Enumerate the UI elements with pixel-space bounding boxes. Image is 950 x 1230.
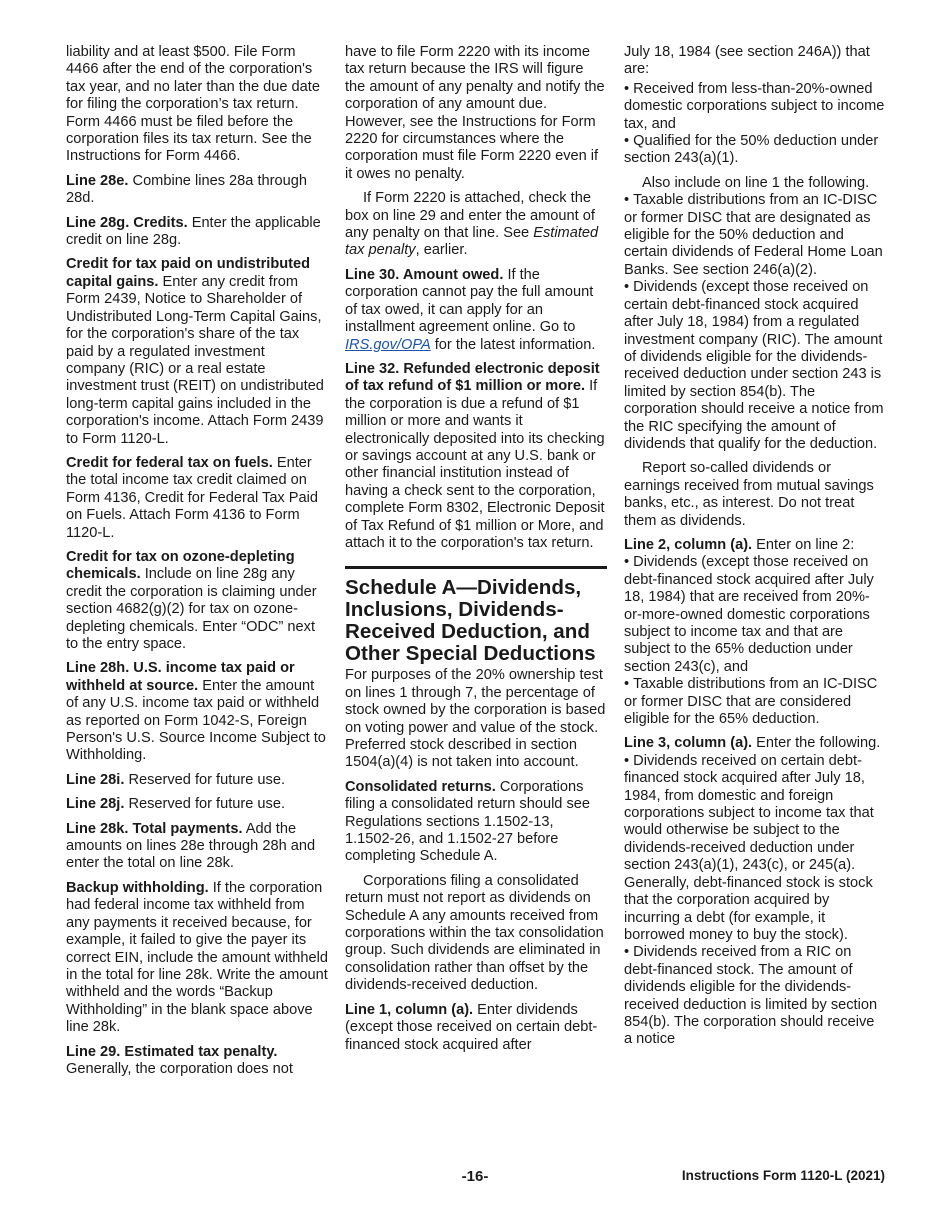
page-number: -16- bbox=[461, 1168, 489, 1185]
line-28j bbox=[66, 796, 328, 813]
line-3-column-a bbox=[624, 735, 886, 752]
body-text: Enter on line 2: bbox=[752, 536, 855, 553]
bullet-item: • Dividends received on certain debt-financed stock acquired after July 18, 1984, from domestic and foreign corporations subject to income tax that would otherwise be subject to the dividends-received deduction under section 243(a)(1), 243(c), or 245(a). Generally, debt-financed stock is stock that the corporation acquired by incurring a debt (for example, it borrowed money to buy the stock). bbox=[624, 753, 886, 944]
section-title: Schedule A—Dividends, Inclusions, Dividends-Received Deduction, and Other Special Deductions bbox=[345, 576, 596, 666]
bullet-item: • Qualified for the 50% deduction under section 243(a)(1). bbox=[624, 133, 886, 168]
line-29 bbox=[66, 1044, 328, 1079]
heading: Credit for tax paid on undistributed capital gains. bbox=[66, 256, 311, 290]
paragraph: have to file Form 2220 with its income tax return because the IRS will figure the amount of any penalty and notify the corporation of any amount due. However, see the Instructions for Form 2220 for circumstances where the corporation must file Form 2220 even if it owes no penalty. bbox=[345, 44, 605, 182]
paragraph: Report so-called dividends or earnings received from mutual savings banks, etc., as interest. Do not treat them as dividends. bbox=[624, 460, 874, 529]
bullet-item: • Dividends (except those received on debt-financed stock acquired after July 18, 1984) that are received from 20%-or-more-owned domestic corporations subject to income tax and that are subject to the 65% deduction under section 243(c), and bbox=[624, 554, 886, 676]
line-30 bbox=[345, 267, 607, 354]
heading: Line 28h. U.S. income tax paid or withheld at source. bbox=[66, 660, 295, 694]
body-text: If Form 2220 is attached, check the box on line 29 and enter the amount of any penalty on that line. See bbox=[345, 190, 595, 242]
bullet-item: • Dividends (except those received on certain debt-financed stock acquired after July 18, 1984) from a regulated investment company (RIC). The amount of dividends eligible for the dividends-received deduction under section 243 is limited by section 854(b). The corporation should receive a notice from the RIC specifying the amount of dividends that qualify for the deduction. bbox=[624, 279, 886, 453]
paragraph: liability and at least $500. File Form 4466 after the end of the corporation's tax year, and no later than the due date for filing the corporation’s tax return. Form 4466 must be filed before the corporation files its tax return. See the Instructions for Form 4466. bbox=[66, 44, 320, 165]
line-28i bbox=[66, 772, 328, 789]
body-text: Enter the total income tax credit claimed on Form 4136, Credit for Federal Tax Paid on Fuels. Attach Form 4136 to Form 1120-L. bbox=[66, 454, 318, 541]
footer-form-title: Instructions Form 1120-L (2021) bbox=[681, 1168, 885, 1183]
column-2 bbox=[345, 44, 607, 1061]
line-28e bbox=[66, 173, 328, 208]
body-text: Enter dividends (except those received on certain debt-financed stock acquired after bbox=[345, 1001, 598, 1053]
credit-undistributed-gains bbox=[66, 256, 328, 447]
paragraph-form-2220 bbox=[345, 190, 607, 260]
heading: Line 2, column (a). bbox=[624, 536, 753, 553]
heading: Line 28j. bbox=[66, 796, 125, 813]
body-text: Reserved for future use. bbox=[124, 796, 286, 813]
credit-ozone bbox=[66, 549, 328, 653]
heading: Consolidated returns. bbox=[345, 778, 496, 795]
heading: Line 29. Estimated tax penalty. bbox=[66, 1043, 278, 1060]
body-text: Enter the applicable credit on line 28g. bbox=[66, 214, 321, 249]
paragraph: July 18, 1984 (see section 246A)) that are: bbox=[624, 44, 870, 78]
line-28h bbox=[66, 660, 328, 764]
heading: Credit for federal tax on fuels. bbox=[66, 454, 273, 471]
bullet-item: • Taxable distributions from an IC-DISC or former DISC that are designated as eligible for the 50% deduction and certain dividends of Federal Home Loan Banks. See section 246(a)(2). bbox=[624, 192, 886, 279]
heading: Line 30. Amount owed. bbox=[345, 266, 504, 283]
heading: Line 32. Refunded electronic deposit of tax refund of $1 million or more. bbox=[345, 360, 600, 395]
heading: Line 28k. Total payments. bbox=[66, 820, 243, 837]
line-2-column-a bbox=[624, 537, 886, 554]
body-text: Combine lines 28a through 28d. bbox=[66, 172, 307, 207]
bullet-item: • Received from less-than-20%-owned domestic corporations subject to income tax, and bbox=[624, 81, 886, 133]
body-text: If the corporation is due a refund of $1 million or more and wants it electronically deposited into its checking or savings account at any U.S. bank or other financial institution instead of having a check sent to the corporation, complete Form 8302, Electronic Deposit of Tax Refund of $1 million or More, and attach it to the corporation's tax return. bbox=[345, 378, 605, 551]
body-text: Corporations filing a consolidated return should see Regulations sections 1.1502-13, 1.1502-26, and 1.1502-27 before completing Schedule A. bbox=[345, 778, 591, 865]
irs-opa-link[interactable]: IRS.gov/OPA bbox=[345, 336, 431, 353]
bullet-item: • Taxable distributions from an IC-DISC or former DISC that are considered eligible for the 65% deduction. bbox=[624, 676, 886, 728]
body-text: Enter the amount of any U.S. income tax paid or withheld as reported on Form 1042-S, Foreign Person's U.S. Source Income Subject to Withholding. bbox=[66, 677, 326, 764]
line-32 bbox=[345, 361, 607, 552]
line-1-column-a bbox=[345, 1002, 607, 1054]
paragraph: Corporations filing a consolidated return must not report as dividends on Schedule A any amounts received from corporations within the tax consolidation group. Such dividends are eliminated in consolidation rather than offset by the dividends-received deduction. bbox=[345, 872, 604, 994]
body-text: Enter any credit from Form 2439, Notice to Shareholder of Undistributed Long-Term Capital Gains, for the corporation's share of the tax paid by a regulated investment company (RIC) or a real estate investment trust (REIT) on undistributed long-term capital gains included in the corporation's income. Attach Form 2439 to Form 1120-L. bbox=[66, 273, 324, 447]
body-text: Add the amounts on lines 28e through 28h and enter the total on line 28k. bbox=[66, 820, 316, 872]
heading: Line 28i. bbox=[66, 771, 125, 788]
heading: Backup withholding. bbox=[66, 879, 209, 896]
heading: Line 28e. bbox=[66, 172, 129, 189]
line-28g bbox=[66, 215, 328, 250]
body-text: , earlier. bbox=[415, 242, 468, 259]
backup-withholding bbox=[66, 880, 328, 1037]
heading: Line 1, column (a). bbox=[345, 1001, 474, 1018]
paragraph: Also include on line 1 the following. bbox=[642, 174, 870, 191]
bullet-item: • Dividends received from a RIC on debt-financed stock. The amount of dividends eligible for the dividends-received deduction is limited by section 854(b). The corporation should receive a notice bbox=[624, 944, 886, 1048]
heading: Credit for tax on ozone-depleting chemicals. bbox=[66, 548, 295, 583]
credit-federal-fuels bbox=[66, 455, 328, 542]
body-text: Enter the following. bbox=[752, 735, 881, 752]
body-text: If the corporation had federal income tax withheld from any payments it received because, for example, it failed to give the payer its correct EIN, include the amount withheld in the total for line 28k. Write the amount withheld and the words “Backup Withholding” in the blank space above line 28k. bbox=[66, 879, 329, 1036]
consolidated-returns bbox=[345, 779, 607, 866]
column-1 bbox=[66, 44, 328, 1085]
body-text: for the latest information. bbox=[430, 336, 596, 353]
column-3 bbox=[624, 44, 886, 1049]
section-rule bbox=[345, 566, 607, 569]
heading: Line 28g. Credits. bbox=[66, 214, 188, 231]
body-text: Generally, the corporation does not bbox=[66, 1060, 293, 1077]
heading: Line 3, column (a). bbox=[624, 735, 753, 752]
body-text: Include on line 28g any credit the corporation is claiming under section 4682(g)(2) for tax on ozone-depleting chemicals. Enter “ODC” next to the entry space. bbox=[66, 566, 317, 652]
paragraph: For purposes of the 20% ownership test on lines 1 through 7, the percentage of stock owned by the corporation is based on voting power and value of the stock. Preferred stock described in section 1504(a)(4) is not taken into account. bbox=[345, 667, 606, 771]
line-28k bbox=[66, 821, 328, 873]
body-text: If the corporation cannot pay the full amount of tax owed, it can apply for an installment agreement online. Go to bbox=[345, 266, 594, 336]
body-text: Reserved for future use. bbox=[124, 771, 286, 788]
cross-reference: Estimated tax penalty bbox=[345, 225, 599, 259]
